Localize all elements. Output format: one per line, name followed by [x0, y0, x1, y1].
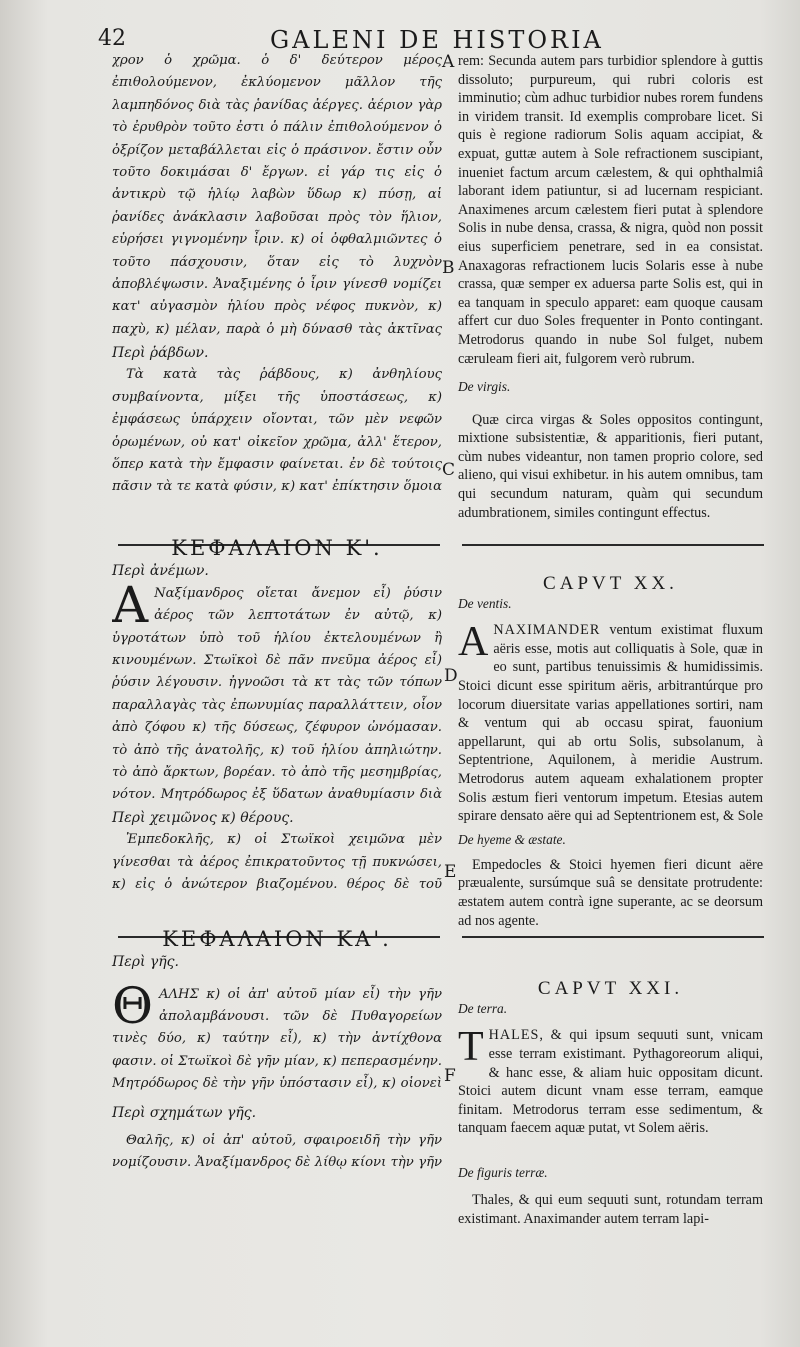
page-number: 42: [98, 26, 126, 51]
greek-paragraph: Α Ναξίμανδρος οἴεται ἄνεμον εἶ) ῥύσιν ἀέρος τῶν λεπτοτάτων ἐν αὐτῷ, κ) ὑγροτάτων ὑπὸ τοῦ ἡλίου ἐκτελουμένων ἢ κινουμένων. Στωϊκοὶ δὲ πᾶν πνεῦμα ἀέρος εἶ) ῥύσιν λέγουσιν. ἠγνοῶσι τὰ κτ τὰς τῶν τόπων παραλλαγὰς τὰς ἐπωνυμίας παραλλάττειν, οἷον ἀπὸ ζόφου κ) τῆς δύσεως, ζέφυρον ὠνόμασαν. τὸ ἀπὸ τῆς ἀνατολῆς, κ) τοῦ ἡλίου ἀπηλιώτην. τὸ ἀπὸ ἄρκτων, βορέαν. τὸ ἀπὸ τῆς μεσημβρίας, νότον. Μητρόδωρος ἐξ ὕδατων ἀναθυμίασιν διὰ: [112, 582, 442, 803]
greek-subheading: Περὶ σχημάτων γῆς.: [112, 1104, 257, 1121]
greek-drop-capital: Θ: [112, 983, 153, 1035]
latin-paragraph: ANAXIMANDER ventum existimat fluxum aëris esse, motis aut colliquatis à Sole, quæ in eo sunt, partibus tenuissimis & humidissimis. Stoici dicunt esse spiritum aëris, arbitrantúrque pro locorum diuersitate varias appellationes sortiri, nam & ventum qui ab occasu spirat, fauonium appellarunt, qui ab ortu Solis, subsolanum, à Septentrione, Aquilonem, à meridie Austrum. Metrodorus autem aqueam exhalationem propter Solis æstum fieri ventorum impetum. Etesias autem spirare densato aëre qui ad Septentrionem est, & Sole: [458, 621, 763, 825]
latin-paragraph: Empedocles & Stoici hyemen fieri dicunt aëre præualente, sursúmque suâ se densitate protrudente: æstatem autem contrà igne superante, ac se deorsum ad nos agente.: [458, 856, 763, 929]
margin-letter-e: E: [444, 862, 457, 882]
margin-letter-c: C: [442, 460, 456, 480]
latin-chapter-subtitle: De terra.: [458, 1000, 508, 1016]
greek-paragraph: χρον ὁ χρῶμα. ὁ δ' δεύτερον μέρος ἐπιθολούμενον, ἐκλύομενον μᾶλλον τῆς λαμπηδόνος διὰ τὰς ῥανίδας ἀέργες. ἀέριον γὰρ τὸ ἐρυθρὸν τοῦτο ἐστι ὁ πάλιν ἐπιθολούμενον ὁ ὀξρίζον μεταβάλλεται εἰς ὁ πράσινον. ἔστιν οὖν τοῦτο δοκιμάσαι δ' ἔργων. εἰ γάρ τις εἰς ὁ ἀντικρὺ τῷ ἡλίῳ λαβὼν ὕδωρ κ) πύσῃ, αἱ ῥανίδες ἀνάκλασιν λαβοῦσαι πρὸς τὸν ἥλιον, εὑρήσει γιγνομένην ἶριν. κ) οἱ ὀφθαλμιῶντες ὁ τοῦτο πάσχουσιν, ὅταν εἰς τὸ λυχνὸν ἀποβλέψωσιν. Ἀναξιμένης ὁ ἶριν γίνεσθ νομίζει κατ' αὐγασμὸν ἡλίου πρὸς νέφος πυκνὸν, κ) παχὺ, κ) μέλαν, παρὰ ὁ μὴ δύνασθ τὰς ἀκτῖνας: [112, 53, 442, 337]
greek-subheading: Περὶ ῥάβδων.: [112, 345, 209, 361]
greek-column: [112, 50, 442, 1176]
greek-drop-capital: Α: [112, 582, 149, 634]
greek-paragraph: ΘΑΛΗΣ κ) οἱ ἀπ' αὐτοῦ μίαν εἶ) τὴν γῆν ἀπολαμβάνουσι. τῶν δὲ Πυθαγορείων τινὲς δύο, κ) ταύτην εἶ), κ) τὴν ἀντίχθονα φασιν. οἱ Στωϊκοὶ δὲ γῆν μίαν, κ) πεπερασμένην. Μητρόδωρος δὲ τὴν γῆν ὑπόστασιν εἶ), κ) οἱονεὶ: [112, 983, 442, 1092]
margin-letter-d: D: [444, 666, 458, 686]
latin-paragraph: Quæ circa virgas & Soles oppositos contingunt, mixtione subsistentiæ, & apparitionis, fieri putant, cùm nubes videantur, non tamen proprio colore, sed alieno, qui visui exhibetur. in his autem omnibus, tam qui secundum naturam, quàm qui secundum adumbrationem, similes contingunt effectus.: [458, 411, 763, 521]
latin-subheading: De virgis.: [458, 379, 511, 394]
latin-paragraph: rem: Secunda autem pars turbidior splendore à guttis dissoluto; purpureum, qui rubri coloris est imminutio; cùm adhuc turbidior nubes rorem fundens in viridem transit. Id exemplis comprobare licet. Si quis è regione radiorum Solis aquam accipiat, & expuat, guttæ autem à Sole refractionem suscipiant, inueniet factum arcum cælestem, & qui ophthalmiâ laborant idem patiuntur, si ad lucernam respiciant. Anaximenes arcum cælestem fieri putat à splendore Solis in nube densa, crassa, & nigra, quòd non possit eius superficiem penetrare, sed in ea consistat. Anaxagoras refractionem lucis Solaris esse à nube crassa, quæ semper ex aduersa parte Solis est, qui in ea tanquam in speculo apparet: eam quoque causam affert cur duo Soles frequenter in Ponto contingant. Metrodorus quando in nube Sol fulget, nubem cæruleam fieri ait, fulgorem verò rubrum.: [458, 53, 763, 367]
greek-chapter-heading: ΚΕΦΑΛΑΙΟΝ Κ'.: [171, 536, 383, 561]
latin-drop-capital: A: [458, 621, 489, 666]
latin-chapter-subtitle: De ventis.: [458, 595, 512, 611]
margin-letter-a: A: [442, 52, 455, 72]
greek-chapter-subtitle: Περὶ γῆς.: [112, 954, 179, 971]
greek-chapter-heading: ΚΕΦΑΛΑΙΟΝ ΚΑ'.: [162, 927, 392, 952]
latin-chapter-heading: CAPVT XX.: [543, 572, 678, 594]
latin-subheading: De figuris terræ.: [458, 1165, 548, 1181]
latin-column: [458, 52, 763, 1231]
greek-paragraph: Θαλῆς, κ) οἱ ἀπ' αὐτοῦ, σφαιροειδῆ τὴν γῆν νομίζουσιν. Ἀναξίμανδρος δὲ λίθῳ κίονι τὴν γῆν: [112, 1133, 442, 1171]
latin-subheading: De hyeme & æstate.: [458, 832, 566, 848]
latin-drop-capital: T: [458, 1026, 484, 1071]
greek-paragraph: Ἐμπεδοκλῆς, κ) οἱ Στωϊκοὶ χειμῶνα μὲν γίνεσθαι τὰ ἀέρος ἐπικρατοῦντος τῇ πυκνώσει, κ) εἰς ὁ ἀνώτερον βιαζομένου. θέρος δὲ τοῦ: [112, 832, 442, 893]
margin-letter-b: B: [442, 258, 455, 278]
greek-paragraph: Τὰ κατὰ τὰς ῥάβδους, κ) ἀνθηλίους συμβαίνοντα, μίξει τῆς ὑποστάσεως, κ) ἐμφάσεως ὑπάρχειν οἴονται, τῶν μὲν νεφῶν ὁρωμένων, οὐ κατ' οἰκεῖον χρῶμα, ἀλλ' ἕτερον, ὅπερ κατὰ τὴν ἔμφασιν φαίνεται. ἐν δὲ τούτοις πᾶσιν τὰ τε κατὰ φύσιν, κ) κατ' ἐπίκτησιν ὅμοια: [112, 367, 442, 495]
greek-subheading: Περὶ χειμῶνος κ) θέρους.: [112, 809, 294, 826]
margin-letter-f: F: [444, 1066, 456, 1086]
running-title: GALENI DE HISTORIA: [270, 26, 604, 54]
latin-chapter-heading: CAPVT XXI.: [537, 977, 684, 999]
greek-chapter-subtitle: Περὶ ἀνέμων.: [112, 563, 209, 580]
latin-paragraph: THALES, & qui ipsum sequuti sunt, vnicam esse terram existimant. Pythagoreorum aliqui, & hanc esse, & aliam huic oppositam dicunt. Stoici autem dicunt vnam esse terram, eamque finitam. Metrodorus terram esse sedimentum, & tanquam faecem aquæ putat, vt Solem aëris.: [458, 1026, 763, 1137]
latin-paragraph: Thales, & qui eum sequuti sunt, rotundam terram existimant. Anaximander autem terram lapi-: [458, 1191, 763, 1227]
